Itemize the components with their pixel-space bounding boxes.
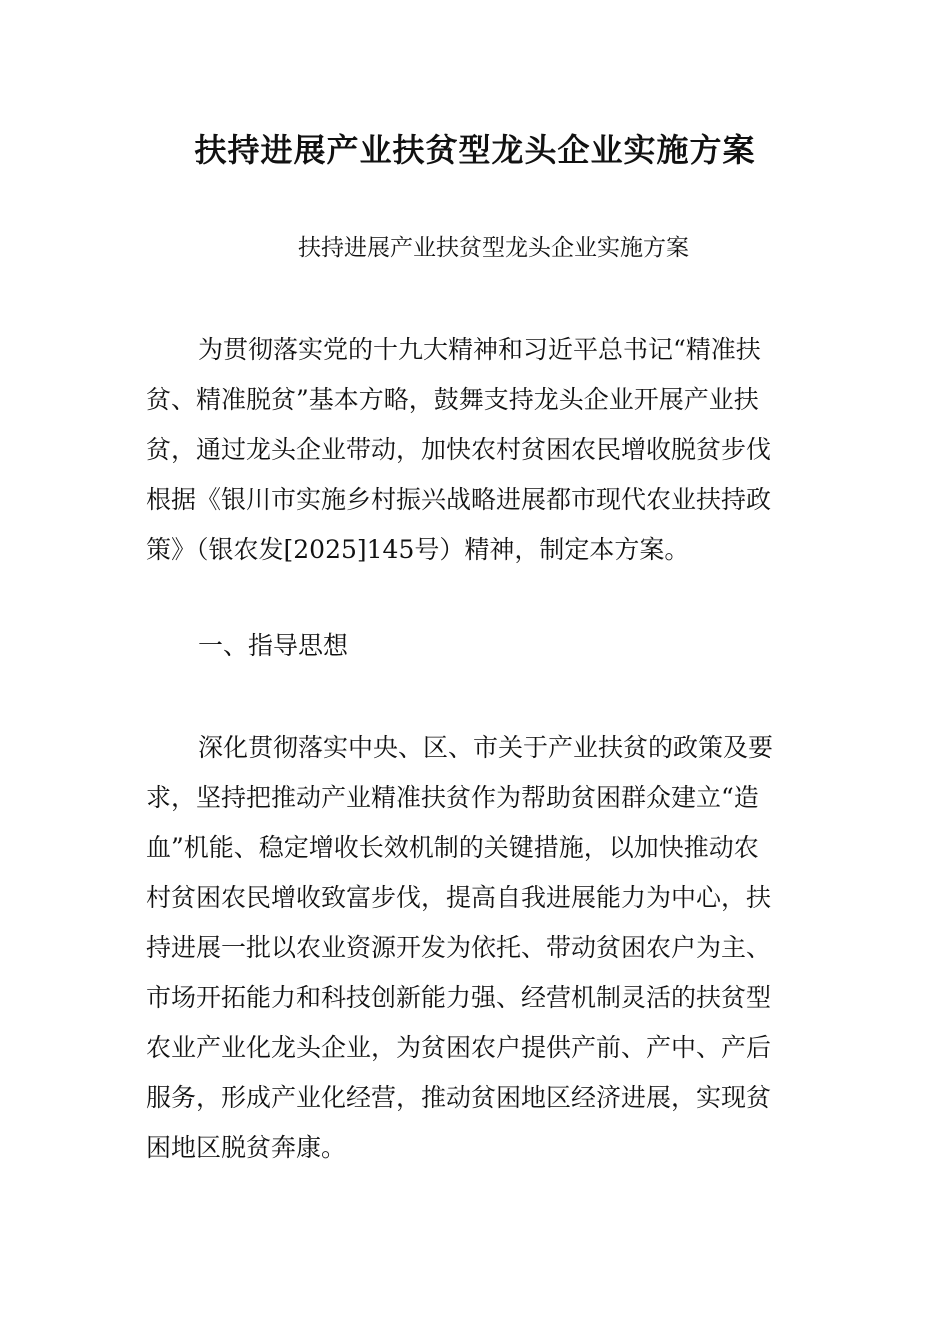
document-title: 扶持进展产业扶贫型龙头企业实施方案: [194, 131, 756, 169]
section-line: 血”机能、稳定增收长效机制的关键措施，以加快推动农: [146, 833, 759, 862]
intro-line: 策》（银农发[2025]145号）精神，制定本方案。: [146, 535, 690, 564]
section-line: 深化贯彻落实中央、区、市关于产业扶贫的政策及要: [198, 733, 774, 762]
section-line: 持进展一批以农业资源开发为依托、带动贫困农户为主、: [146, 933, 772, 962]
section-line: 求，坚持把推动产业精准扶贫作为帮助贫困群众建立“造: [146, 783, 759, 812]
intro-line: 为贯彻落实党的十九大精神和习近平总书记“精准扶: [198, 335, 761, 364]
document-subtitle: 扶持进展产业扶贫型龙头企业实施方案: [298, 235, 689, 261]
section-line: 农业产业化龙头企业，为贫困农户提供产前、产中、产后: [146, 1033, 772, 1062]
section-line: 困地区脱贫奔康。: [146, 1133, 347, 1162]
intro-line: 贫、精准脱贫”基本方略，鼓舞支持龙头企业开展产业扶: [146, 385, 759, 414]
section-line: 村贫困农民增收致富步伐，提高自我进展能力为中心，扶: [146, 883, 772, 912]
section-line: 服务，形成产业化经营，推动贫困地区经济进展，实现贫: [146, 1083, 772, 1112]
intro-line: 根据《银川市实施乡村振兴战略进展都市现代农业扶持政: [146, 485, 772, 514]
section-heading: 一、指导思想: [198, 631, 349, 660]
section-line: 市场开拓能力和科技创新能力强、经营机制灵活的扶贫型: [146, 983, 772, 1012]
intro-line: 贫，通过龙头企业带动，加快农村贫困农民增收脱贫步伐: [146, 435, 772, 464]
